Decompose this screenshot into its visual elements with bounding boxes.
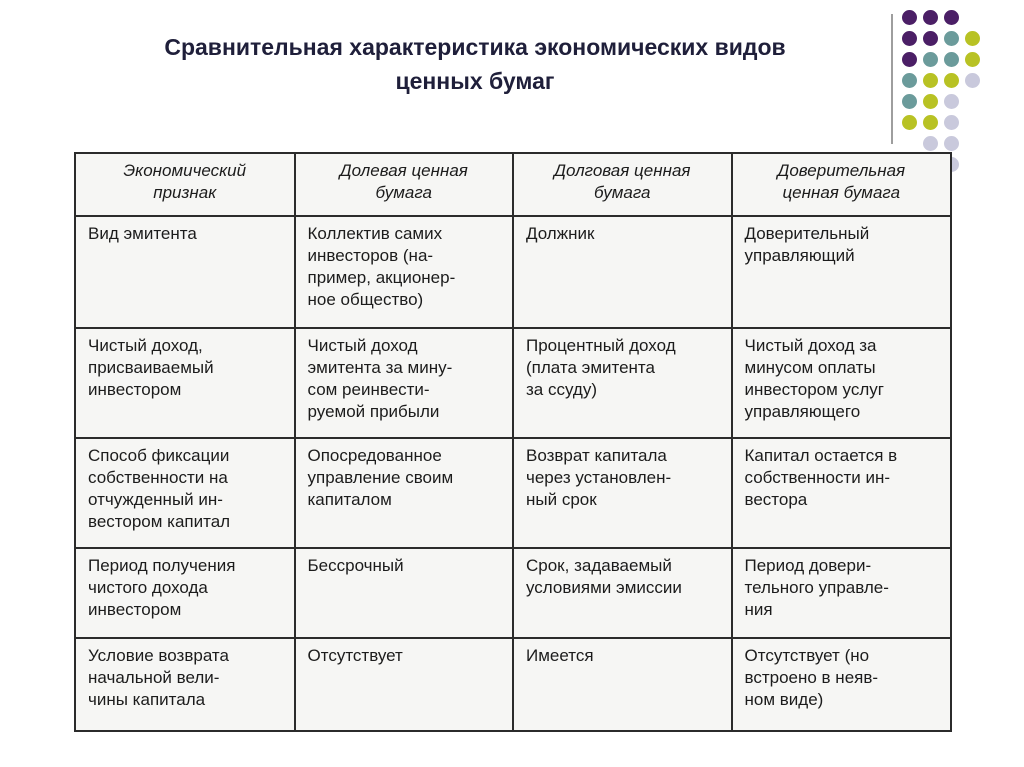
table-row [76,548,950,638]
table-cell [732,328,951,438]
table-cell [295,548,514,638]
header-trust-security: Доверительная ценная бумага [777,161,906,202]
decorative-dot [944,136,959,151]
table-cell [76,638,295,730]
cell-text: Период довери- тельного управле- ния [744,556,889,619]
decorative-dot [944,52,959,67]
decorative-dot [923,115,938,130]
table-cell [295,328,514,438]
table-row [76,216,950,328]
cell-text: Чистый доход за минусом оплаты инвестором услуг управляющего [744,336,884,421]
decorative-dot [923,73,938,88]
table-cell [76,328,295,438]
comparison-table [74,152,952,732]
slide-title-line-2: ценных бумаг [395,68,555,94]
cell-text: Имеется [526,646,594,665]
table-cell [76,548,295,638]
decorative-dot [944,115,959,130]
slide-title-line-1: Сравнительная характеристика экономических видов [164,34,786,60]
table-cell [295,216,514,328]
decorative-dot [965,73,980,88]
decorative-dot [923,136,938,151]
table-cell [295,438,514,548]
decorative-dot [923,31,938,46]
cell-text: Доверительный управляющий [744,224,870,265]
cell-text: Вид эмитента [88,224,197,243]
table-cell [732,638,951,730]
table-cell [76,438,295,548]
decorative-dot [902,31,917,46]
cell-text: Опосредованное управление своим капиталом [307,446,454,509]
cell-text: Срок, задаваемый условиями эмиссии [526,556,682,597]
header-cell [295,154,514,216]
table-row [76,328,950,438]
cell-text: Чистый доход эмитента за мину- сом реинвести- руемой прибыли [307,336,453,421]
table-cell [513,548,732,638]
table-cell [732,216,951,328]
table-cell [513,328,732,438]
table-header-row [76,154,950,216]
decorative-divider [891,14,893,144]
cell-text: Чистый доход, присваиваемый инвестором [88,336,214,399]
decorative-dot [902,73,917,88]
cell-text: Должник [526,224,595,243]
decorative-dot [965,52,980,67]
table-row [76,438,950,548]
header-debt-security: Долговая ценная бумага [554,161,691,202]
cell-text: Коллектив самих инвесторов (на- пример, акционер- ное общество) [307,224,456,309]
table-cell [732,548,951,638]
header-cell [76,154,295,216]
header-equity-security: Долевая ценная бумага [339,161,468,202]
cell-text: Отсутствует (но встроено в неяв- ном виде) [744,646,879,709]
cell-text: Возврат капитала через установлен- ный срок [526,446,672,509]
decorative-dot [944,31,959,46]
table-cell [513,216,732,328]
decorative-dot [902,115,917,130]
table-cell [513,638,732,730]
table-cell [76,216,295,328]
cell-text: Условие возврата начальной вели- чины капитала [88,646,229,709]
decorative-dot [944,94,959,109]
cell-text: Отсутствует [307,646,403,665]
table-cell [295,638,514,730]
decorative-dot [923,52,938,67]
decorative-dot [944,73,959,88]
decorative-dot [902,52,917,67]
header-cell [513,154,732,216]
decorative-dot [902,94,917,109]
table-row [76,638,950,730]
cell-text: Капитал остается в собственности ин- вестора [744,446,898,509]
decorative-dot [944,10,959,25]
cell-text: Бессрочный [307,556,404,575]
decorative-dot-grid [902,10,998,165]
cell-text: Способ фиксации собственности на отчужденный ин- вестором капитал [88,446,231,531]
slide-title [60,30,890,98]
table-cell [513,438,732,548]
decorative-dot [923,94,938,109]
cell-text: Период получения чистого дохода инвестором [88,556,236,619]
decorative-dot [923,10,938,25]
header-economic-feature: Экономический признак [123,161,247,202]
decorative-dot [965,31,980,46]
header-cell [732,154,951,216]
cell-text: Процентный доход (плата эмитента за ссуду) [526,336,676,399]
table-cell [732,438,951,548]
decorative-dot [902,10,917,25]
